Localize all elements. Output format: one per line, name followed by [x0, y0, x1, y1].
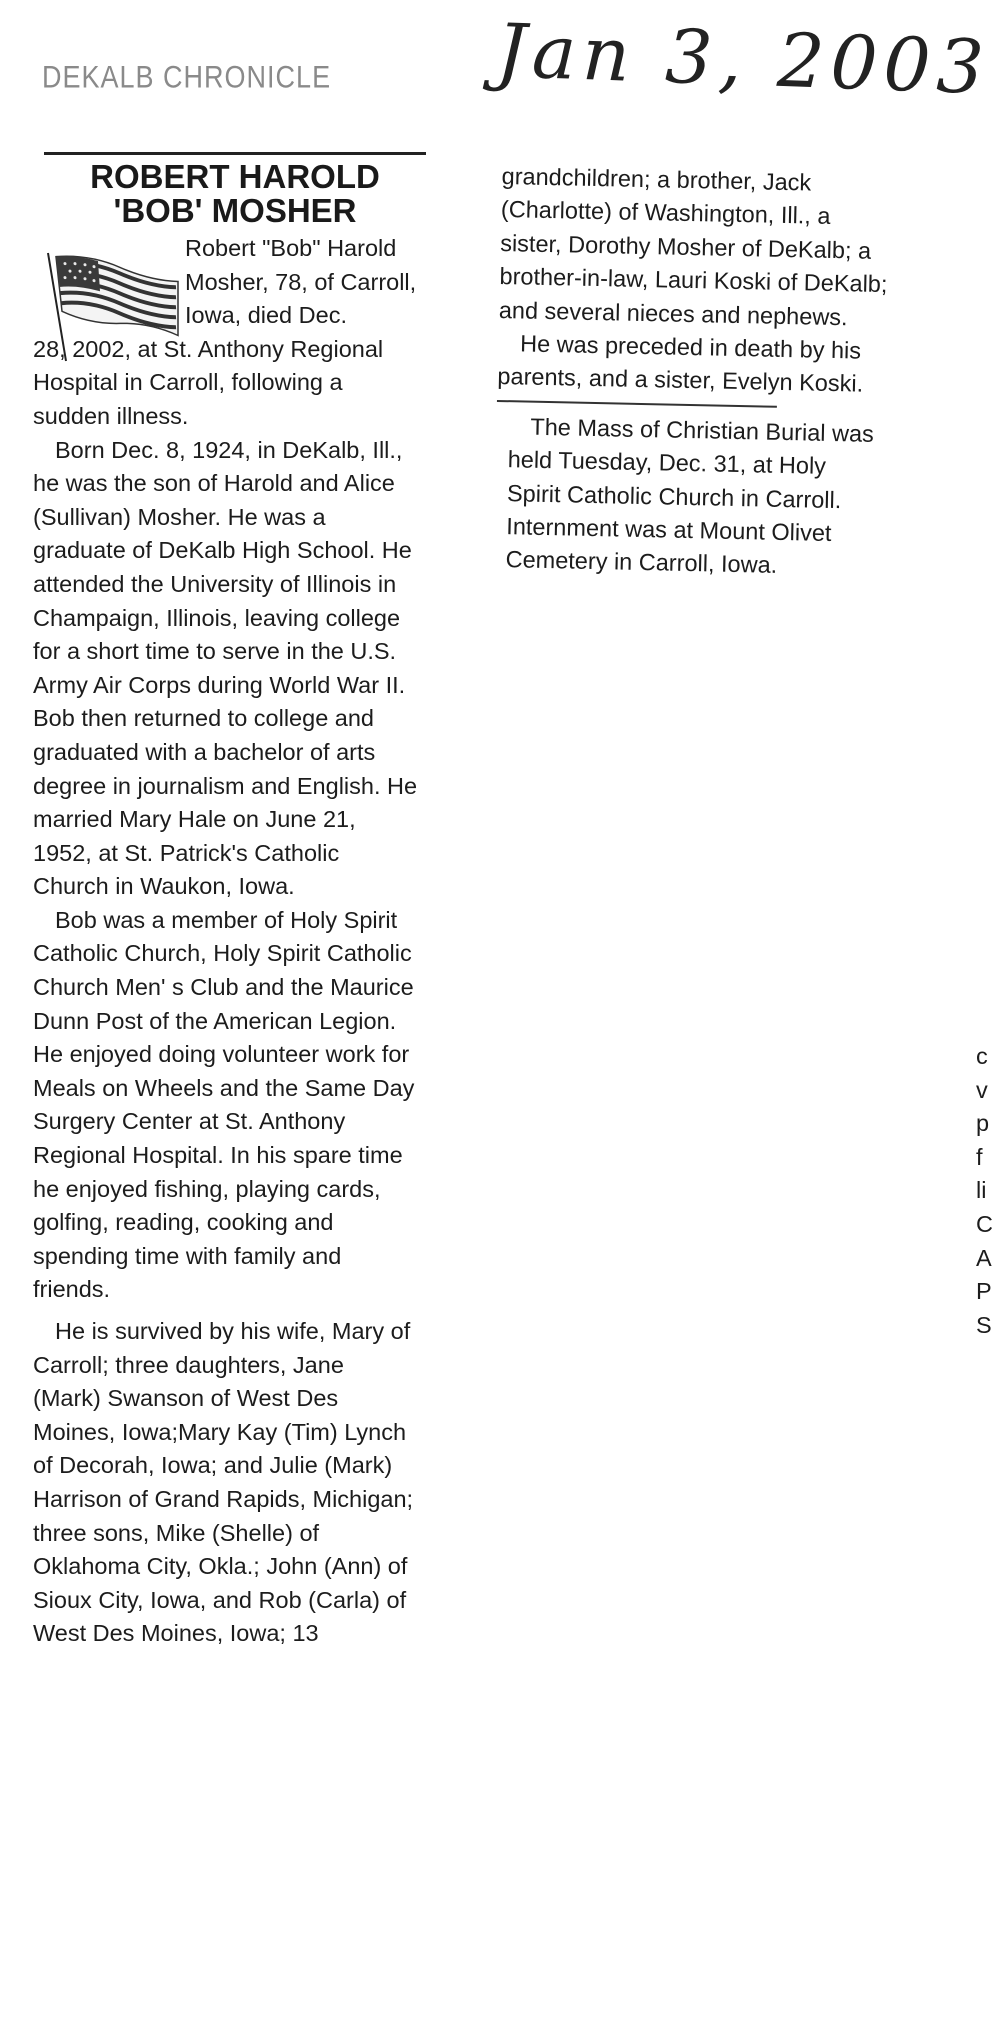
masthead: DEKALB CHRONICLE	[42, 60, 332, 95]
obituary-paragraph-1: 28, 2002, at St. Anthony Regional Hospital in Carroll, following a sudden illness.	[33, 335, 384, 429]
section-rule	[497, 400, 777, 408]
obituary-paragraph-5: grandchildren; a brother, Jack (Charlotte) of Washington, Ill., a sister, Dorothy Mosher of DeKalb; a brother-in-law, Lauri Koski of DeKalb; and several nieces and nephews.	[498, 162, 888, 330]
obituary-paragraph-4: He is survived by his wife, Mary of Carroll; three daughters, Jane (Mark) Swanson of West Des Moines, Iowa;Mary Kay (Tim) Lynch of Decorah, Iowa; and Julie (Mark) Harrison of Grand Rapids, Michigan; three sons, Mike (Shelle) of Oklahoma City, Okla.; John (Ann) of Sioux City, Iowa, and Rob (Carla) of West Des Moines, Iowa; 13	[33, 1318, 414, 1647]
adjacent-column-edge	[976, 1040, 993, 1342]
obituary-paragraph-6: He was preceded in death by his parents, and a sister, Evelyn Koski.	[497, 330, 864, 398]
edge-fragment: li	[976, 1177, 987, 1204]
edge-fragment: P	[976, 1278, 992, 1305]
headline-line-1: ROBERT HAROLD	[90, 158, 380, 195]
edge-fragment: S	[976, 1311, 992, 1338]
obituary-paragraph-7: The Mass of Christian Burial was held Tuesday, Dec. 31, at Holy Spirit Catholic Church in Carroll. Internment was at Mount Olivet Cemetery in Carroll, Iowa.	[505, 413, 875, 579]
edge-fragment: f	[976, 1143, 983, 1170]
obituary-paragraph-3: Bob was a member of Holy Spirit Catholic Church, Holy Spirit Catholic Church Men' s Club and the Maurice Dunn Post of the American Legion. He enjoyed doing volunteer work for Meals on Wheels and the Same Day Surgery Center at St. Anthony Regional Hospital. In his spare time he enjoyed fishing, playing cards, golfing, reading, cooking and spending time with family and friends.	[33, 906, 415, 1303]
edge-fragment: C	[976, 1210, 993, 1237]
headline-rule	[44, 152, 426, 155]
obituary-column-1	[33, 232, 418, 1651]
edge-fragment: A	[976, 1244, 992, 1271]
headline-line-2: 'BOB' MOSHER	[113, 192, 357, 229]
edge-fragment: v	[976, 1076, 988, 1103]
handwritten-date: Jan 3, 2003	[494, 8, 992, 112]
obituary-column-2	[493, 160, 892, 585]
obituary-paragraph-2: Born Dec. 8, 1924, in DeKalb, Ill., he was the son of Harold and Alice (Sullivan) Mosher. He was a graduate of DeKalb High School. He attended the University of Illinois in Champaign, Illinois, leaving college for a short time to serve in the U.S. Army Air Corps during World War II. Bob then returned to college and graduated with a bachelor of arts degree in journalism and English. He married Mary Hale on June 21, 1952, at St. Patrick's Catholic Church in Waukon, Iowa.	[33, 436, 418, 900]
obituary-lead: Robert "Bob" Harold Mosher, 78, of Carroll, Iowa, died Dec.	[185, 235, 417, 329]
edge-fragment: c	[976, 1043, 988, 1069]
obituary-headline	[44, 160, 426, 228]
edge-fragment: p	[976, 1110, 990, 1137]
